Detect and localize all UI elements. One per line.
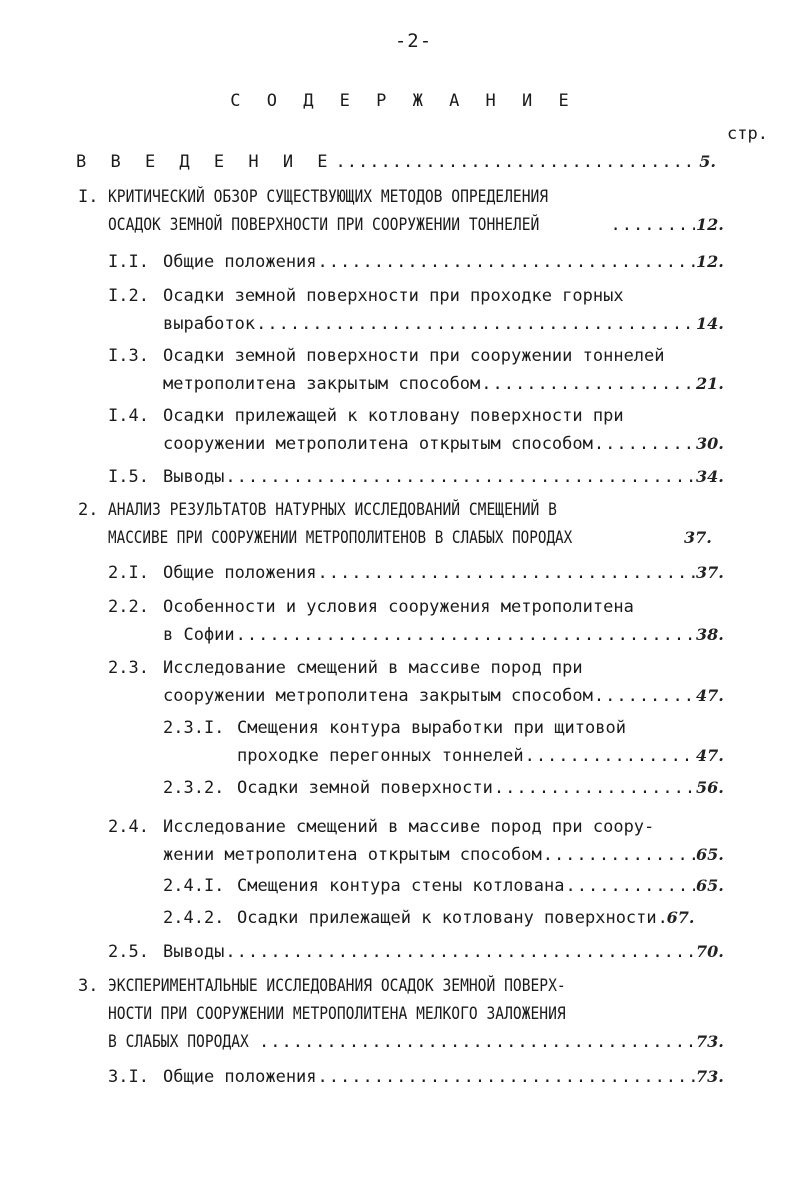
dot-leader: [594, 682, 695, 710]
page-number: -2-: [394, 30, 433, 52]
toc-page-ref: 73.: [696, 1067, 724, 1086]
toc-page-ref: 56.: [696, 778, 724, 797]
toc-entry-title-cont: В СЛАБЫХ ПОРОДАХ: [108, 1032, 249, 1052]
toc-entry-title: Общие положения: [163, 1067, 317, 1087]
dot-leader: [543, 841, 695, 869]
toc-entry-title-cont: жении метрополитена открытым способом: [163, 845, 542, 865]
toc-page-ref: 21.: [696, 374, 724, 393]
toc-entry-2-4: [108, 813, 724, 869]
dot-leader: [236, 621, 695, 649]
toc-entry-3-1: [108, 1063, 724, 1091]
toc-entry-title: Общие положения: [163, 252, 317, 272]
toc-entry-title: Осадки земной поверхности при сооружении тоннелей: [163, 346, 665, 366]
toc-entry-title-cont: проходке перегонных тоннелей: [237, 746, 524, 766]
toc-entry-title-cont: МАССИВЕ ПРИ СООРУЖЕНИИ МЕТРОПОЛИТЕНОВ В СЛАБЫХ ПОРОДАХ: [108, 528, 573, 548]
toc-entry-introduction: [76, 148, 716, 176]
toc-entry-title-cont: НОСТИ ПРИ СООРУЖЕНИИ МЕТРОПОЛИТЕНА МЕЛКОГО ЗАЛОЖЕНИЯ: [108, 1004, 566, 1024]
dot-leader: [611, 211, 695, 239]
dot-leader: [594, 430, 695, 458]
toc-entry-chapter-2: [78, 496, 716, 552]
toc-entry-1-2: [108, 282, 724, 338]
dot-leader: [318, 248, 695, 276]
dot-leader: [566, 872, 695, 900]
toc-entry-2-4-1: [163, 872, 724, 900]
toc-entry-title: Осадки прилежащей к котловану поверхности: [237, 908, 657, 928]
toc-entry-title-cont: ОСАДОК ЗЕМНОЙ ПОВЕРХНОСТИ ПРИ СООРУЖЕНИИ ТОННЕЛЕЙ: [108, 215, 540, 235]
dot-leader: [318, 559, 695, 587]
toc-entry-title: КРИТИЧЕСКИЙ ОБЗОР СУЩЕСТВУЮЩИХ МЕТОДОВ ОПРЕДЕЛЕНИЯ: [108, 187, 549, 207]
toc-entry-number: 2.4.2.: [163, 908, 225, 928]
toc-entry-chapter-3: [78, 972, 724, 1056]
toc-page-ref: 38.: [696, 625, 724, 644]
dot-leader: [494, 774, 695, 802]
toc-entry-number: I.: [78, 187, 99, 207]
toc-entry-title: В В Е Д Е Н И Е: [76, 152, 335, 172]
toc-entry-number: 2.3.2.: [163, 778, 225, 798]
toc-entry-2-3-2: [163, 774, 724, 802]
toc-entry-number: I.3.: [108, 346, 149, 366]
toc-entry-number: 2.: [78, 500, 99, 520]
toc-entry-title-cont: сооружении метрополитена закрытым способом: [163, 686, 593, 706]
toc-page-ref: 65.: [696, 876, 724, 895]
toc-page-ref: 12.: [696, 252, 724, 271]
toc-entry-2-4-2: [163, 904, 716, 932]
dot-leader: [318, 1063, 695, 1091]
toc-entry-1-5: [108, 463, 724, 491]
toc-entry-title: Особенности и условия сооружения метрополитена: [163, 597, 634, 617]
toc-entry-number: 2.2.: [108, 597, 149, 617]
toc-page-ref: 70.: [696, 942, 724, 961]
toc-entry-2-3-1: [163, 714, 724, 770]
dot-leader: [481, 370, 695, 398]
toc-entry-number: I.4.: [108, 406, 149, 426]
toc-entry-number: 2.5.: [108, 942, 149, 962]
toc-entry-title: Выводы: [163, 467, 225, 487]
toc-entry-1-1: [108, 248, 724, 276]
dot-leader: [225, 463, 695, 491]
dot-leader: [256, 310, 695, 338]
dot-leader: [259, 1028, 695, 1056]
page-column-header: стр.: [727, 124, 768, 144]
toc-entry-title: Смещения контура выработки при щитовой: [237, 718, 626, 738]
toc-entry-number: 2.4.: [108, 817, 149, 837]
toc-entry-number: 3.: [78, 976, 99, 996]
toc-entry-title-cont: в Софии: [163, 625, 235, 645]
toc-entry-1-3: [108, 342, 724, 398]
toc-entry-title: Осадки земной поверхности при проходке горных: [163, 286, 624, 306]
toc-entry-title: Смещения контура стены котлована: [237, 876, 565, 896]
toc-entry-title: Выводы: [163, 942, 225, 962]
toc-page-ref: 73.: [696, 1032, 724, 1051]
toc-entry-title-cont: сооружении метрополитена открытым способом: [163, 434, 593, 454]
toc-entry-1-4: [108, 402, 724, 458]
dot-leader: [225, 938, 695, 966]
dot-leader: [525, 742, 695, 770]
toc-page-ref: 47.: [696, 746, 724, 765]
toc-page-ref: 14.: [696, 314, 724, 333]
toc-entry-number: 2.3.: [108, 658, 149, 678]
toc-entry-title-cont: выработок: [163, 314, 256, 334]
toc-page-ref: 34.: [696, 467, 724, 486]
dot-leader: [336, 148, 695, 176]
toc-entry-title: Общие положения: [163, 563, 317, 583]
toc-page-ref: 37.: [696, 563, 724, 582]
toc-entry-number: I.5.: [108, 467, 149, 487]
toc-page-ref: 30.: [696, 434, 724, 453]
toc-page-ref: 67.: [666, 908, 695, 927]
toc-entry-title-cont: метрополитена закрытым способом: [163, 374, 481, 394]
toc-title: С О Д Е Р Ж А Н И Е: [230, 91, 577, 111]
dot-leader: [658, 904, 666, 932]
toc-entry-number: 2.I.: [108, 563, 149, 583]
toc-page-ref: 47.: [696, 686, 724, 705]
toc-entry-2-3: [108, 654, 724, 710]
toc-entry-2-1: [108, 559, 724, 587]
toc-entry-title: АНАЛИЗ РЕЗУЛЬТАТОВ НАТУРНЫХ ИССЛЕДОВАНИЙ СМЕЩЕНИЙ В: [108, 500, 557, 520]
toc-entry-title: ЭКСПЕРИМЕНТАЛЬНЫЕ ИССЛЕДОВАНИЯ ОСАДОК ЗЕМНОЙ ПОВЕРХ-: [108, 976, 566, 996]
toc-entry-title: Исследование смещений в массиве пород при: [163, 658, 583, 678]
toc-page-ref: 12.: [696, 215, 724, 234]
toc-entry-title: Осадки прилежащей к котловану поверхности при: [163, 406, 624, 426]
toc-entry-2-2: [108, 593, 724, 649]
toc-page-ref: 5.: [699, 152, 716, 171]
toc-entry-number: 3.I.: [108, 1067, 149, 1087]
toc-entry-2-5: [108, 938, 724, 966]
toc-page-ref: 37.: [684, 528, 712, 547]
toc-entry-number: I.2.: [108, 286, 149, 306]
toc-entry-number: 2.4.I.: [163, 876, 225, 896]
toc-entry-title: Исследование смещений в массиве пород при соору-: [163, 817, 655, 837]
toc-entry-chapter-1: [78, 183, 724, 239]
toc-entry-number: 2.3.I.: [163, 718, 225, 738]
toc-entry-title: Осадки земной поверхности: [237, 778, 493, 798]
toc-entry-number: I.I.: [108, 252, 149, 272]
toc-page-ref: 65.: [696, 845, 724, 864]
